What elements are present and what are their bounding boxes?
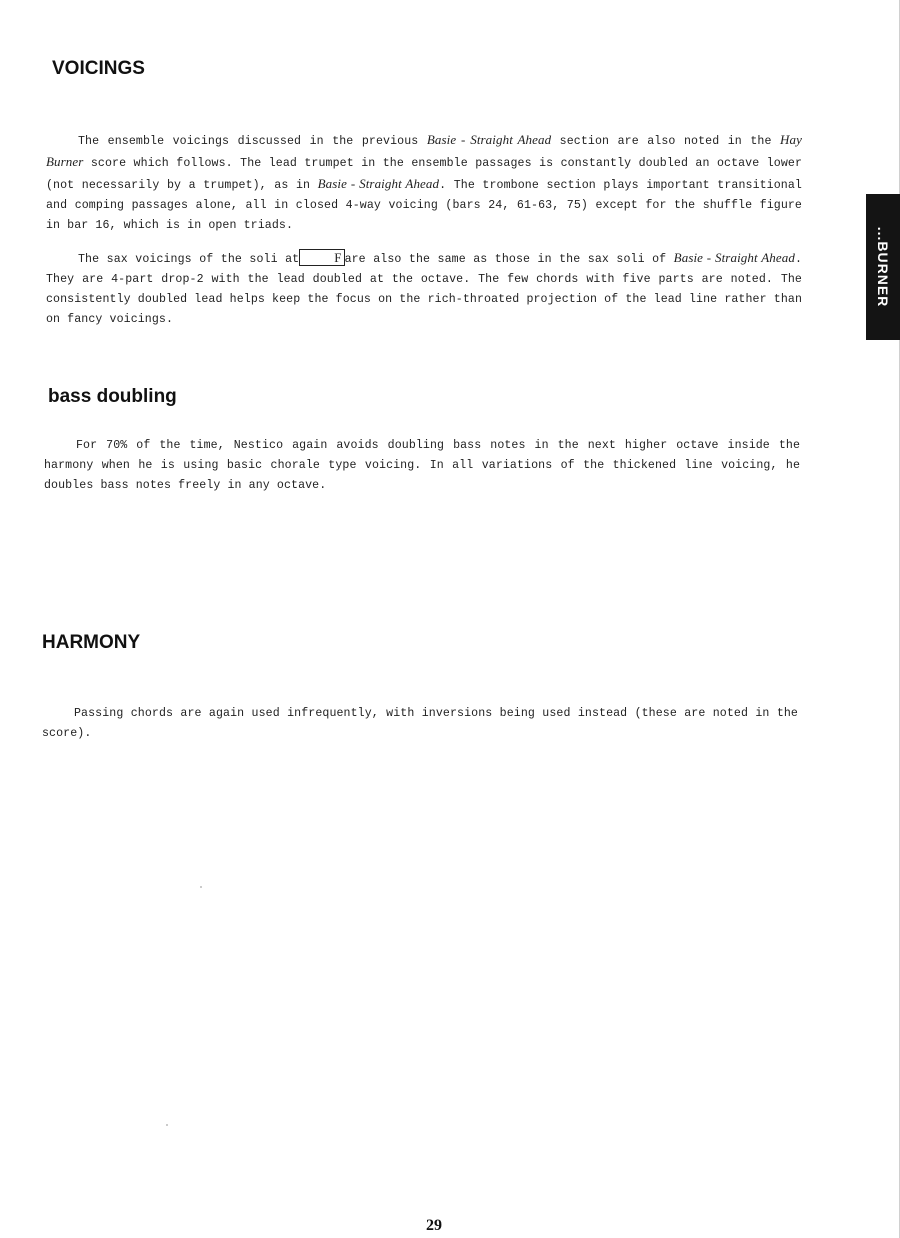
- page-number: 29: [426, 1217, 442, 1234]
- voicings-heading: VOICINGS: [52, 58, 145, 79]
- rehearsal-mark-box: F: [299, 249, 344, 266]
- bass-doubling-body: [44, 436, 800, 496]
- scan-speck: [200, 886, 202, 888]
- harmony-heading: HARMONY: [42, 632, 141, 653]
- section-thumb-tab: [866, 194, 900, 340]
- voicings-paragraph-1: The ensemble voicings discussed in the previous Basie - Straight Ahead section are also noted in the Hay Burner score which follows. The lead trumpet in the ensemble passages is constantly doubled an octave lower (not necessarily by a trumpet), as in Basie - Straight Ahead. The trombone section plays important transitional and comping passages alone, all in closed 4-way voicing (bars 24, 61-63, 75) except for the shuffle figure in bar 16, which is in open triads.: [46, 132, 802, 232]
- voicings-paragraph-2: The sax voicings of the soli at F are also the same as those in the sax soli of Basie - Straight Ahead. They are 4-part drop-2 with the lead doubled at the octave. The few chords with five parts are noted. The consistently doubled lead helps keep the focus on the rich-throated projection of the lead line rather than on fancy voicings.: [46, 250, 802, 326]
- harmony-paragraph: Passing chords are again used infrequently, with inversions being used instead (these are noted in the score).: [42, 707, 798, 740]
- voicings-body: [46, 130, 802, 330]
- scan-speck: [166, 1124, 168, 1126]
- bass-doubling-heading: bass doubling: [48, 386, 177, 407]
- thumb-tab-label: ...BURNER: [875, 226, 891, 308]
- bass-doubling-paragraph: For 70% of the time, Nestico again avoids doubling bass notes in the next higher octave inside the harmony when he is using basic chorale type voicing. In all variations of the thickened line voicing, he doubles bass notes freely in any octave.: [44, 439, 800, 492]
- harmony-body: [42, 704, 798, 744]
